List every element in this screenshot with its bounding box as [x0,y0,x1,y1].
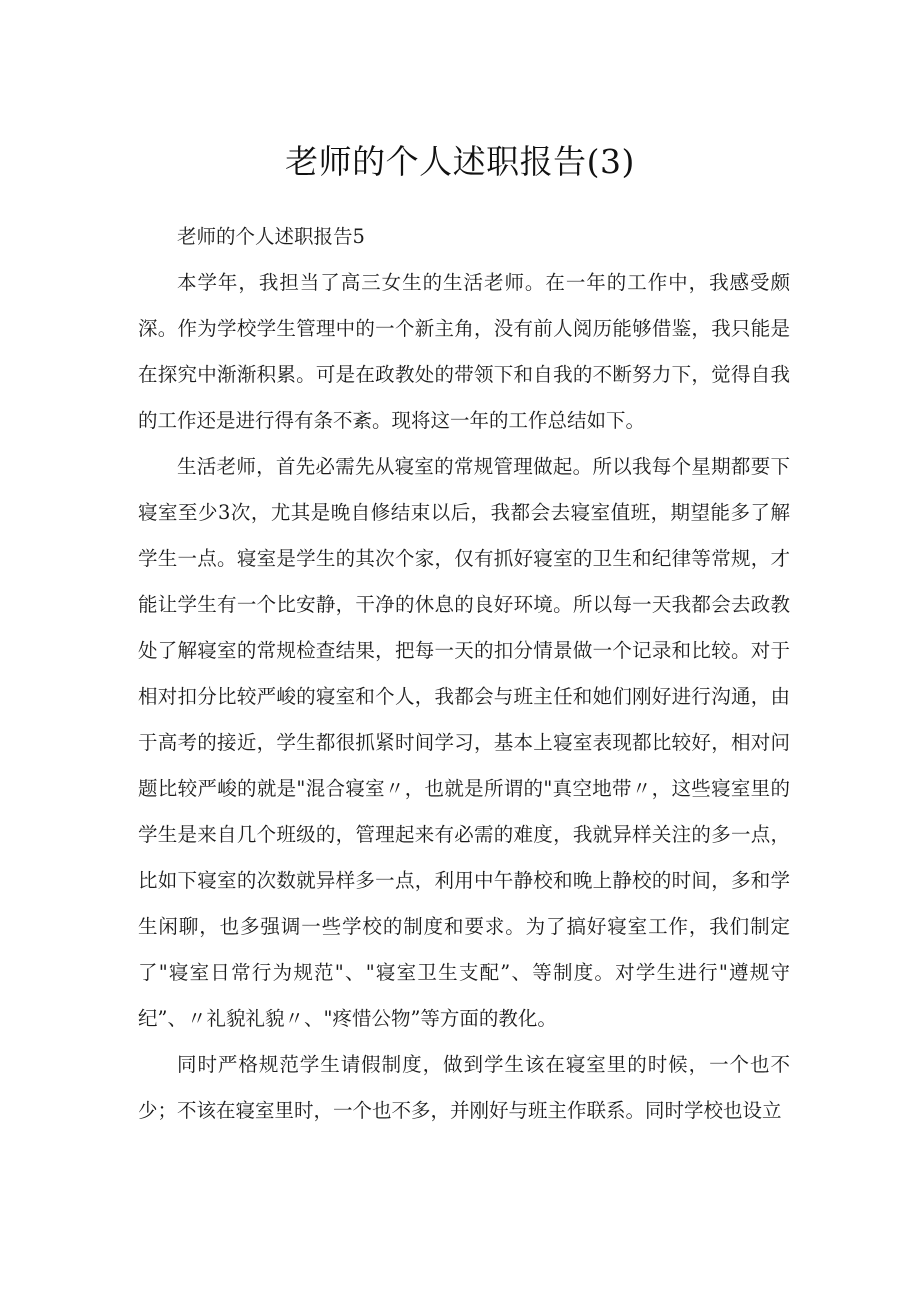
paragraph: 同时严格规范学生请假制度，做到学生该在寝室里的时候，一个也不少；不该在寝室里时，一个也不多，并刚好与班主作联系。同时学校也设立 [138,1053,790,1122]
document-title: 老师的个人述职报告(3) [285,142,635,181]
document-subtitle: 老师的个人述职报告5 [177,225,365,248]
paragraph: 生活老师，首先必需先从寝室的常规管理做起。所以我每个星期都要下寝室至少3次，尤其是晚自修结束以后，我都会去寝室值班，期望能多了解学生一点。寝室是学生的其次个家，仅有抓好寝室的卫生和纪律等常规，才能让学生有一个比安静，干净的休息的良好环境。所以每一天我都会去政教处了解寝室的常规检查结果，把每一天的扣分情景做一个记录和比较。对于相对扣分比较严峻的寝室和个人，我都会与班主任和她们刚好进行沟通，由于高考的接近，学生都很抓紧时间学习，基本上寝室表现都比较好，相对问题比较严峻的就是"混合寝室〃，也就是所谓的"真空地带〃，这些寝室里的学生是来自几个班级的，管理起来有必需的难度，我就异样关注的多一点，比如下寝室的次数就异样多一点，利用中午静校和晚上静校的时间，多和学生闲聊，也多强调一些学校的制度和要求。为了搞好寝室工作，我们制定了"寝室日常行为规范"、"寝室卫生支配”、等制度。对学生进行"遵规守纪”、〃礼貌礼貌〃、"疼惜公物”等方面的教化。 [138,455,790,1030]
paragraph: 本学年，我担当了高三女生的生活老师。在一年的工作中，我感受颇深。作为学校学生管理中的一个新主角，没有前人阅历能够借鉴，我只能是在探究中渐渐积累。可是在政教处的带领下和自我的不断努力下，觉得自我的工作还是进行得有条不紊。现将这一年的工作总结如下。 [138,271,790,432]
document-body [138,214,790,1134]
